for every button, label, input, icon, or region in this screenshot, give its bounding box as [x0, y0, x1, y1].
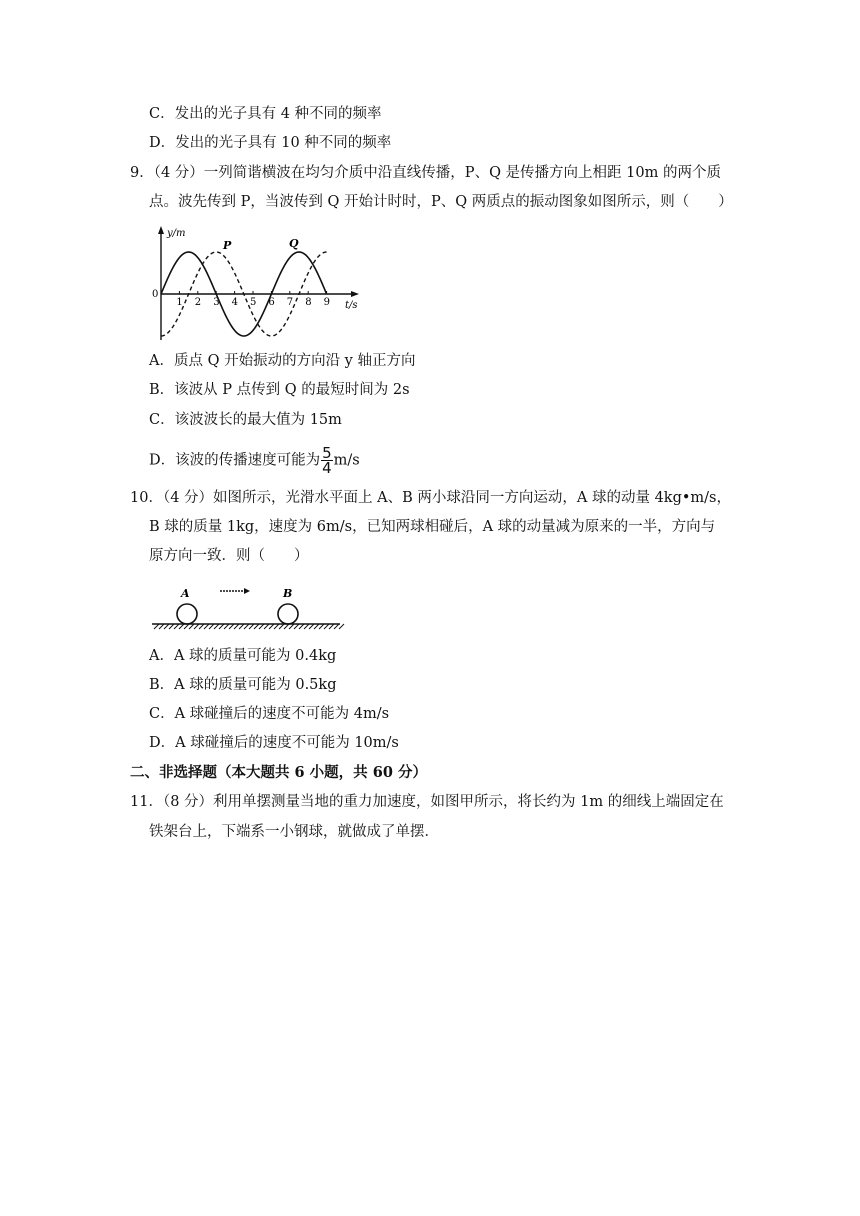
x-axis-arrow — [351, 291, 359, 297]
tick-label: 8 — [305, 297, 312, 308]
tick-label: 7 — [286, 297, 294, 308]
q9-option-a: A．质点 Q 开始振动的方向沿 y 轴正方向 — [149, 353, 416, 369]
hatch-line — [174, 624, 179, 629]
hatch-line — [304, 624, 309, 629]
tick-label: 2 — [194, 297, 202, 308]
q9-vibration-graph — [145, 224, 370, 342]
hatch-line — [219, 624, 224, 629]
hatch-line — [324, 624, 329, 629]
fraction-denominator: 4 — [322, 459, 332, 477]
tick-label: 5 — [250, 297, 257, 308]
q9-option-d-text: D．该波的传播速度可能为 — [149, 452, 321, 469]
hatch-line — [314, 624, 319, 629]
q9-stem-line1: 9．（4 分）一列简谐横波在均匀介质中沿直线传播，P、Q 是传播方向上相距 10m 的两个质 — [130, 165, 721, 181]
hatch-line — [309, 624, 314, 629]
hatch-line — [329, 624, 334, 629]
hatch-line — [294, 624, 299, 629]
q11-stem-line1: 11．（8 分）利用单摆测量当地的重力加速度，如图甲所示，将长约为 1m 的细线上端固定在 — [130, 794, 724, 810]
tick-label: 3 — [213, 297, 220, 308]
q9-option-d-unit: m/s — [333, 452, 360, 469]
hatch-line — [334, 624, 339, 629]
origin-label: 0 — [152, 289, 159, 300]
hatch-line — [199, 624, 204, 629]
hatch-line — [169, 624, 174, 629]
ball-a-label: A — [181, 587, 190, 600]
curve-q-label: Q — [289, 237, 299, 250]
motion-arrowhead — [244, 588, 250, 594]
hatch-line — [244, 624, 249, 629]
ball-b-label: B — [283, 587, 293, 600]
ball-a — [177, 604, 197, 624]
q10-option-a: A．A 球的质量可能为 0.4kg — [149, 648, 337, 664]
tick-label: 9 — [323, 297, 330, 308]
q10-option-c: C．A 球碰撞后的速度不可能为 4m/s — [149, 706, 390, 722]
tick-label: 1 — [176, 297, 183, 308]
hatch-line — [279, 624, 284, 629]
q9-stem-line2: 点。波先传到 P，当波传到 Q 开始计时时，P、Q 两质点的振动图象如图所示，则（ ） — [149, 194, 733, 210]
hatch-line — [259, 624, 264, 629]
y-axis-arrow — [158, 226, 164, 234]
hatch-line — [179, 624, 184, 629]
hatch-line — [229, 624, 234, 629]
hatch-line — [299, 624, 304, 629]
q10-stem-line2: B 球的质量 1kg，速度为 6m/s，已知两球相碰后，A 球的动量减为原来的一半，方向与 — [149, 519, 716, 535]
fraction-numerator: 5 — [322, 444, 332, 462]
hatch-line — [274, 624, 279, 629]
hatch-line — [194, 624, 199, 629]
q10-option-b: B．A 球的质量可能为 0.5kg — [149, 677, 337, 693]
section-2-title: 二、非选择题（本大题共 6 小题，共 60 分） — [130, 764, 427, 781]
hatch-line — [269, 624, 274, 629]
hatch-line — [254, 624, 259, 629]
tick-label: 6 — [268, 297, 275, 308]
hatch-line — [159, 624, 164, 629]
hatch-line — [284, 624, 289, 629]
hatch-line — [154, 624, 159, 629]
fraction — [321, 446, 333, 475]
hatch-line — [214, 624, 219, 629]
q8-option-d: D．发出的光子具有 10 种不同的频率 — [149, 135, 392, 151]
hatch-line — [204, 624, 209, 629]
hatch-line — [289, 624, 294, 629]
q9-option-c: C．该波波长的最大值为 15m — [149, 412, 342, 428]
hatch-line — [164, 624, 169, 629]
hatch-line — [339, 624, 344, 629]
hatch-line — [249, 624, 254, 629]
ground-hatching — [154, 624, 344, 629]
hatch-line — [239, 624, 244, 629]
q11-stem-line2: 铁架台上，下端系一小钢球，就做成了单摆． — [149, 824, 439, 840]
hatch-line — [209, 624, 214, 629]
tick-label: 4 — [231, 297, 238, 308]
hatch-line — [189, 624, 194, 629]
ball-b — [278, 604, 298, 624]
q8-option-c: C．发出的光子具有 4 种不同的频率 — [149, 106, 382, 122]
q10-option-d: D．A 球碰撞后的速度不可能为 10m/s — [149, 735, 399, 751]
x-axis-label: t/s — [345, 300, 358, 311]
q9-option-d — [149, 446, 360, 475]
q10-stem-line3: 原方向一致．则（ ） — [149, 548, 309, 564]
q9-option-b: B．该波从 P 点传到 Q 的最短时间为 2s — [149, 382, 410, 398]
y-axis-label: y/m — [167, 228, 186, 239]
hatch-line — [319, 624, 324, 629]
q10-stem-line1: 10．（4 分）如图所示，光滑水平面上 A、B 两小球沿同一方向运动，A 球的动量 4kg•m/s， — [130, 490, 731, 506]
hatch-line — [234, 624, 239, 629]
hatch-line — [224, 624, 229, 629]
q10-balls-figure — [150, 582, 345, 632]
curve-p-label: P — [223, 239, 232, 252]
hatch-line — [264, 624, 269, 629]
